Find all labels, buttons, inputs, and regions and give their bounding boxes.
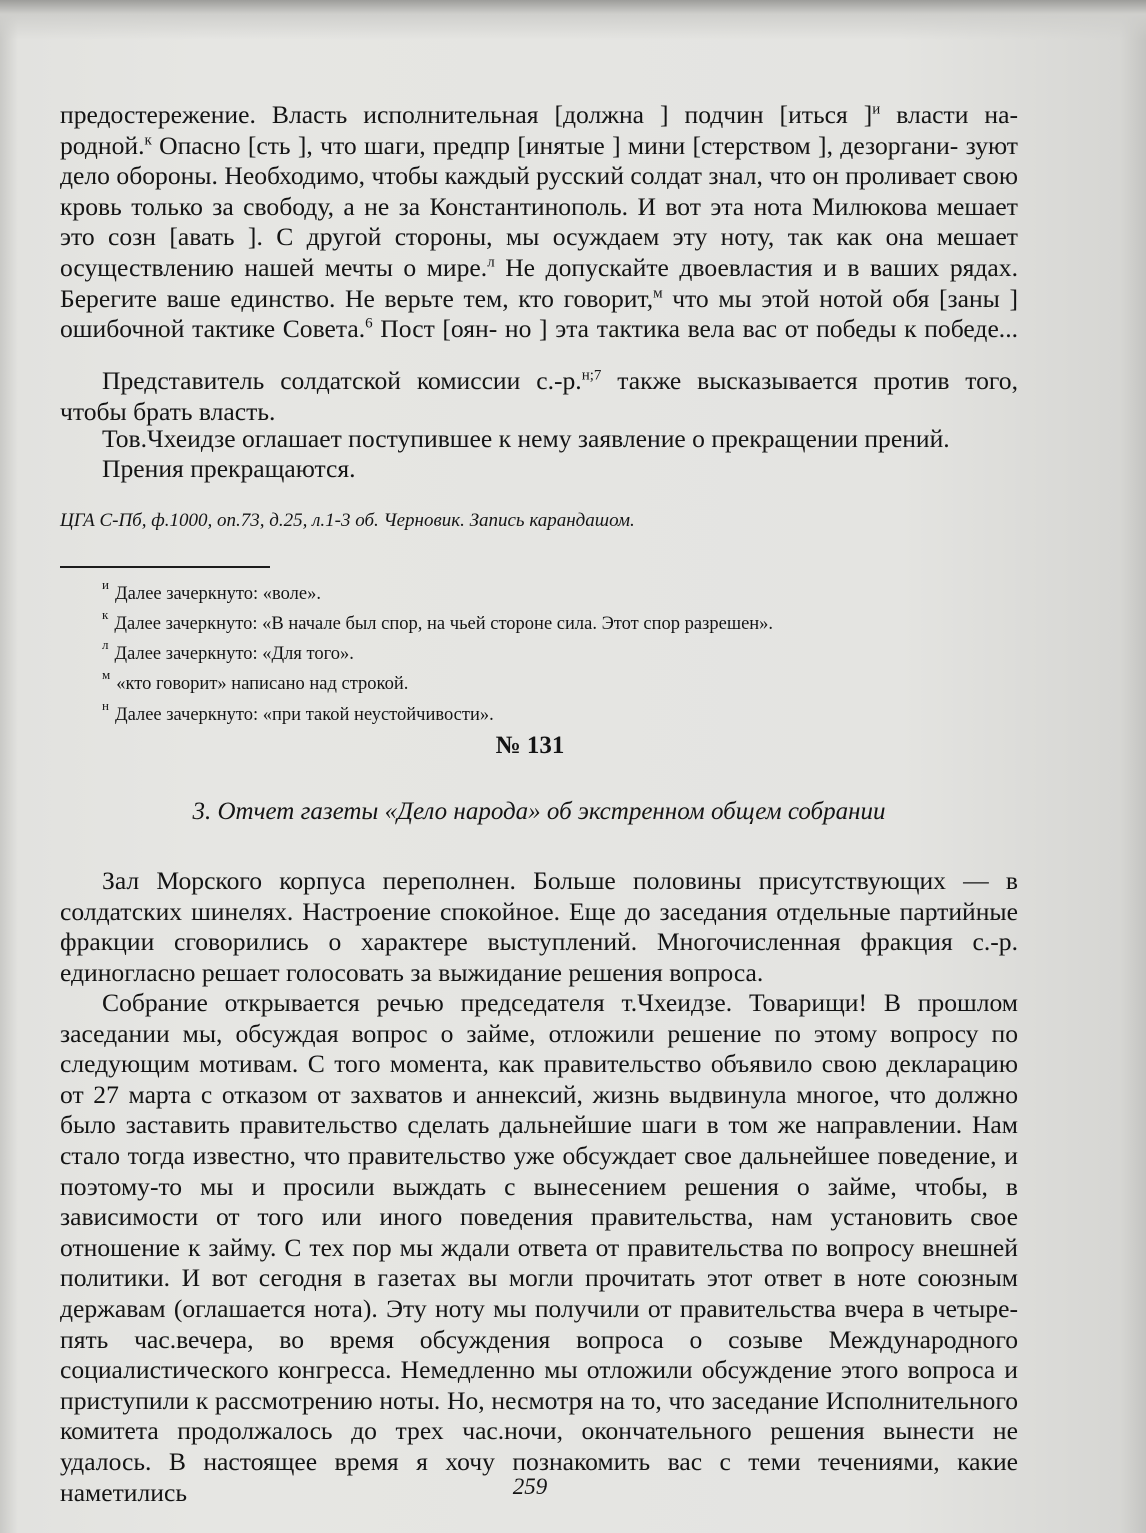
- footnote-text: Далее зачеркнуто: «воле».: [114, 584, 321, 605]
- text-line: Пост [оян-: [372, 314, 498, 344]
- footnote-mark: н;7: [581, 367, 602, 384]
- debate-end-paragraph: [60, 454, 1018, 485]
- text-line: предостережение. Власть исполнительная [должна ] подчин [иться ]: [60, 100, 873, 129]
- footnote-item: [102, 697, 1002, 727]
- text-line: проливает свою кровь только за свободу, а не за Константинополь. И вот эта: [60, 161, 1018, 221]
- footnote-text: Далее зачеркнуто: «В начале был спор, на чьей стороне сила. Этот спор разрешен».: [114, 614, 774, 635]
- text-line: говорит,: [563, 283, 654, 313]
- text-line: что мы этой нотой обя [заны ] ошибочной тактике Совета.: [60, 283, 1018, 344]
- paragraph-text: также высказывается против того, чтобы брать власть.: [60, 366, 1018, 426]
- footnote-mark: и: [872, 101, 881, 118]
- footnote-marker: и: [102, 577, 109, 592]
- footnote-text: «кто говорит» написано над строкой.: [116, 674, 409, 695]
- paragraph-text: Тов.Чхеидзе оглашает поступившее к нему заявление о прекращении прений.: [102, 424, 950, 453]
- text-line: двоевластия и в ваших рядах. Берегите ваше единство. Не верьте тем, кто: [60, 252, 1018, 313]
- text-line: власти на-: [880, 100, 1018, 129]
- document-number: № 131: [495, 732, 565, 759]
- footnote-rule: [60, 566, 270, 568]
- footnote-marker: н: [102, 697, 109, 713]
- text-line: но ] эта тактика вела вас от победы к победе...: [504, 314, 1018, 344]
- chkheidze-paragraph: [60, 424, 1018, 455]
- text-line: Не допускайте: [494, 252, 669, 282]
- continuation-paragraph: [60, 100, 1018, 345]
- footnote-marker: л: [102, 637, 109, 653]
- footnote-mark: л: [487, 254, 495, 271]
- page-number: 259: [512, 1474, 548, 1499]
- text-line: нота Милюкова мешает это созн [авать ]. С другой стороны, мы осуждаем эту: [60, 191, 1018, 252]
- body-paragraph-hall: [60, 866, 1018, 988]
- scan-edge-shadow: [0, 0, 1146, 40]
- text-line: Опасно [сть ], что шаги, предпр [инятые ] мини [стерством ], дезоргани-: [151, 130, 959, 160]
- footnote-marker: к: [102, 607, 109, 623]
- footnote-item: [102, 636, 1002, 666]
- soldiers-commission-paragraph: [60, 366, 1018, 427]
- paragraph-text: Зал Морского корпуса переполнен. Больше половины присутствующих — в солдатских шинелях. Настроение спокойное. Еще до заседания отдельные партийные фракции сговорились о характере выступлений. Многочисленная фракция с.-р. единогласно решает голосовать за выжидание решения вопроса.: [60, 866, 1018, 987]
- footnote-text: Далее зачеркнуто: «при такой неустойчивости».: [114, 704, 494, 725]
- footnote-mark: м: [653, 285, 663, 302]
- footnote-marker: м: [102, 667, 111, 683]
- footnote-text: Далее зачеркнуто: «Для того».: [114, 644, 354, 665]
- text-line: зуют дело обороны. Необходимо, чтобы каждый русский солдат знал, что он: [60, 130, 1018, 191]
- paragraph-text: Прения прекращаются.: [102, 454, 356, 483]
- text-line: родной.: [60, 130, 145, 160]
- footnote-item: [102, 666, 1002, 696]
- document-heading: 3. Отчет газеты «Дело народа» об экстренном общем собрании: [192, 798, 886, 825]
- archive-source: ЦГА С-Пб, ф.1000, оп.73, д.25, л.1-3 об. Черновик. Запись карандашом.: [60, 510, 635, 531]
- paragraph-text: Представитель солдатской комиссии с.-р.: [102, 366, 582, 395]
- footnote-mark: 6: [365, 315, 373, 332]
- footnote-item: [102, 576, 1002, 606]
- footnotes-list: [102, 576, 1002, 727]
- text-line: ноту, так как она мешает осуществлению нашей мечты о мире.: [60, 222, 1018, 282]
- body-paragraph-speech: [60, 988, 1018, 1508]
- footnote-item: [102, 606, 1002, 636]
- footnote-mark: к: [144, 132, 152, 149]
- paragraph-text: Собрание открывается речью председателя т.Чхеидзе. Товарищи! В прошлом заседании мы, обсуждая вопрос о займе, отложили решение по этому вопросу по следующим мотивам. С того момента, как правительство объявило свою декларацию от 27 марта с отказом от захватов и аннексий, жизнь выдвинула многое, что должно было заставить правительство сделать дальнейшие шаги в том же направлении. Нам стало тогда известно, что правительство уже обсуждает свое дальнейшее поведение, и поэтому-то мы и просили выждать с вынесением решения о займе, чтобы, в зависимости от того или иного поведения правительства, нам установить свое отношение к займу. С тех пор мы ждали ответа от правительства по вопросу внешней политики. И вот сегодня в газетах вы могли прочитать этот ответ в ноте союзным державам (оглашается нота). Эту ноту мы получили от правительства вчера в четыре-пять час.вечера, во время обсуждения вопроса о созыве Международного социалистического конгресса. Немедленно мы отложили обсуждение этого вопроса и приступили к рассмотрению ноты. Но, несмотря на то, что заседание Исполнительного комитета продолжалось до трех час.ночи, окончательного решения вынести не удалось. В настоящее время я хочу познакомить вас с теми течениями, какие наметились: [60, 988, 1018, 1507]
